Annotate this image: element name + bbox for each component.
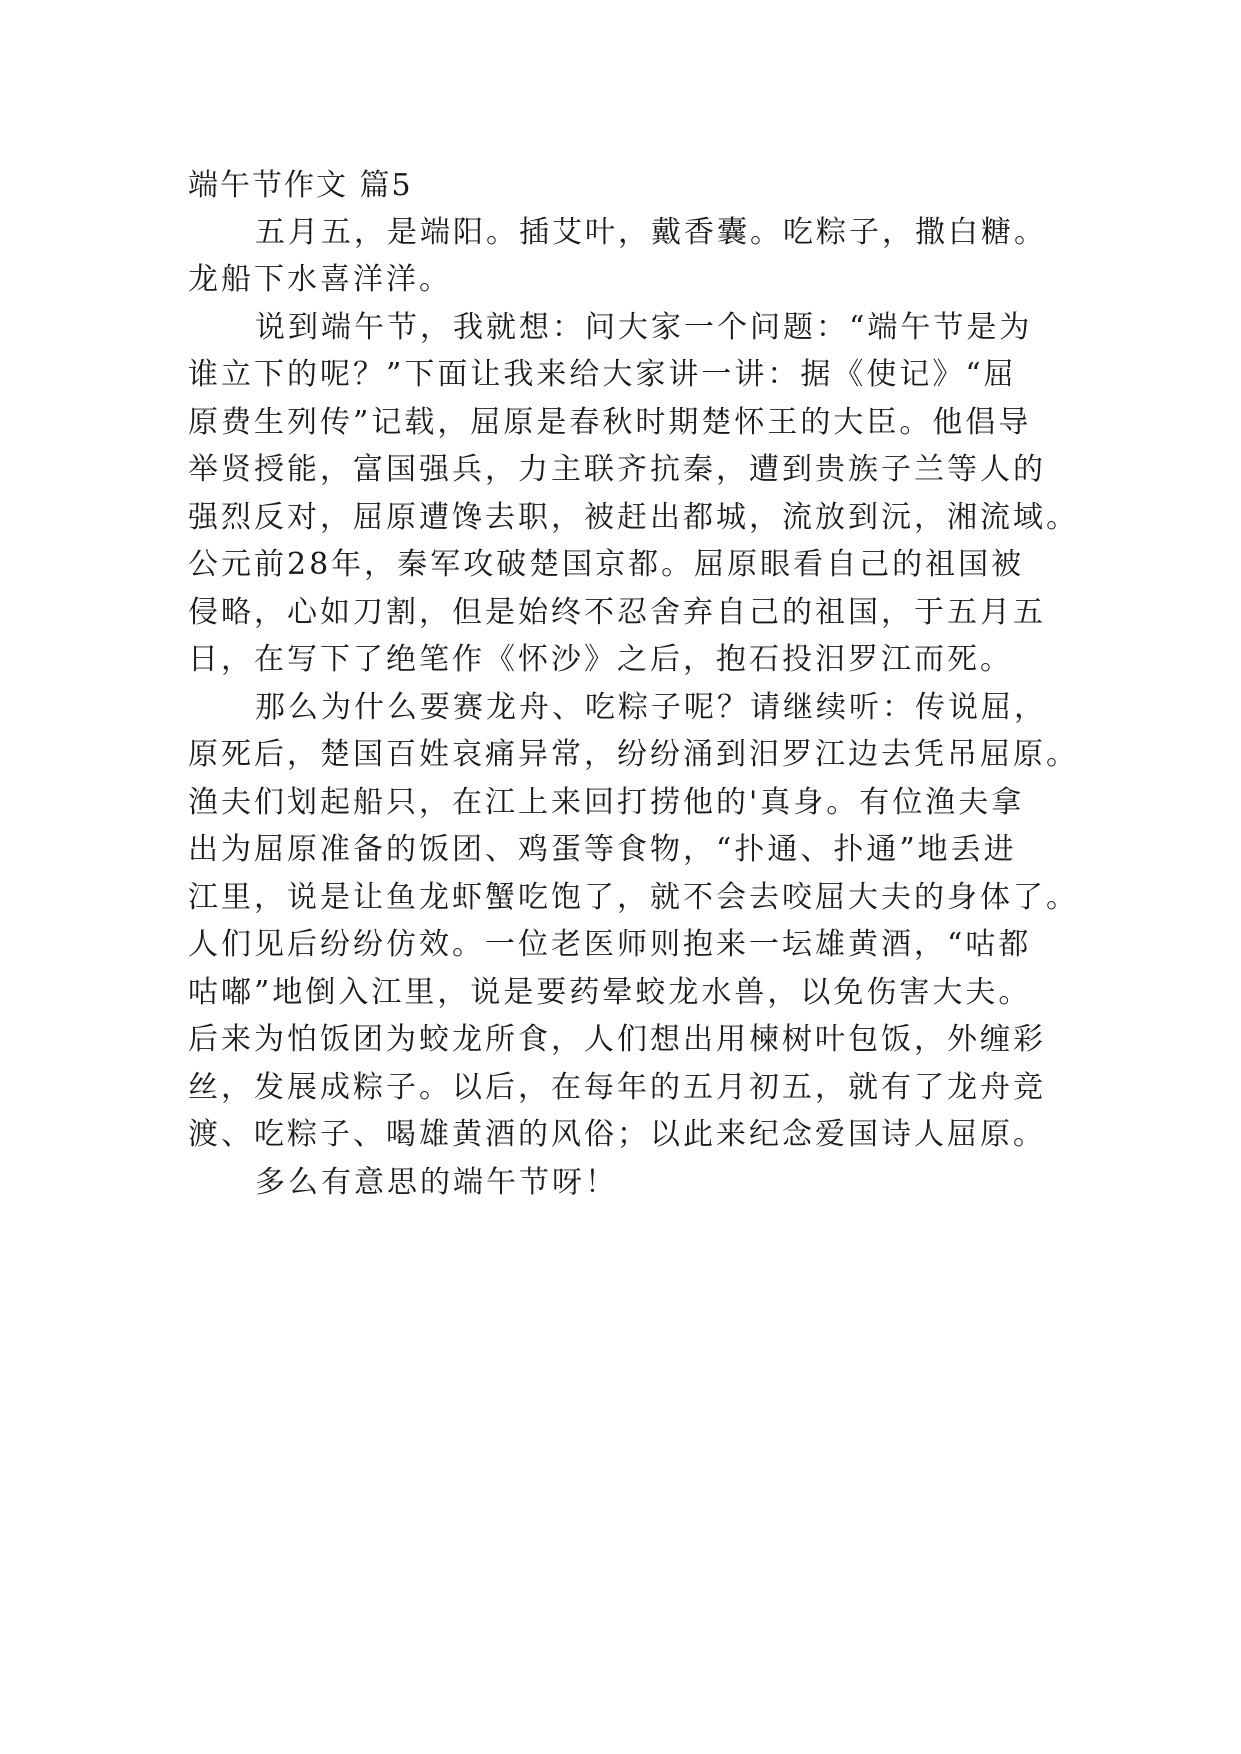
text-line: 侵略，心如刀割，但是始终不忍舍弃自己的祖国，于五月五 — [188, 595, 1046, 630]
text-line: 咕嘟”地倒入江里，说是要药晕蛟龙水兽，以免伤害大夫。 — [188, 975, 1032, 1010]
text-line: 说到端午节，我就想：问大家一个问题：“端午节是为 — [255, 310, 1033, 345]
text-line: 谁立下的呢？”下面让我来给大家讲一讲：据《使记》“屈 — [188, 357, 1017, 392]
text-line: 公元前28年，秦军攻破楚国京都。屈原眼看自己的祖国被 — [188, 547, 1025, 582]
text-line: 那么为什么要赛龙舟、吃粽子呢？请继续听：传说屈， — [255, 690, 1047, 725]
text-line: 后来为怕饭团为蛟龙所食，人们想出用楝树叶包饭，外缠彩 — [188, 1022, 1046, 1057]
text-line: 渔夫们划起船只，在江上来回打捞他的'真身。有位渔夫拿 — [188, 785, 1025, 820]
text-line: 原死后，楚国百姓哀痛异常，纷纷涌到汨罗江边去凭吊屈原。 — [188, 737, 1079, 772]
text-line: 强烈反对，屈原遭馋去职，被赶出都城，流放到沅，湘流域。 — [188, 500, 1079, 535]
text-line: 龙船下水喜洋洋。 — [188, 262, 452, 297]
text-line: 多么有意思的端午节呀！ — [255, 1165, 618, 1200]
page-title: 端午节作文 篇5 — [188, 168, 413, 203]
text-line: 出为屈原准备的饭团、鸡蛋等食物，“扑通、扑通”地丢进 — [188, 832, 1017, 867]
text-line: 五月五，是端阳。插艾叶，戴香囊。吃粽子，撒白糖。 — [255, 215, 1047, 250]
text-line: 原费生列传”记载，屈原是春秋时期楚怀王的大臣。他倡导 — [188, 405, 1032, 440]
text-line: 丝，发展成粽子。以后，在每年的五月初五，就有了龙舟竞 — [188, 1070, 1046, 1105]
text-line: 人们见后纷纷仿效。一位老医师则抱来一坛雄黄酒，“咕都 — [188, 927, 1032, 962]
text-line: 举贤授能，富国强兵，力主联齐抗秦，遭到贵族子兰等人的 — [188, 452, 1046, 487]
text-line: 渡、吃粽子、喝雄黄酒的风俗；以此来纪念爱国诗人屈原。 — [188, 1117, 1046, 1152]
text-line: 日，在写下了绝笔作《怀沙》之后，抱石投汨罗江而死。 — [188, 642, 1013, 677]
text-line: 江里，说是让鱼龙虾蟹吃饱了，就不会去咬屈大夫的身体了。 — [188, 880, 1079, 915]
